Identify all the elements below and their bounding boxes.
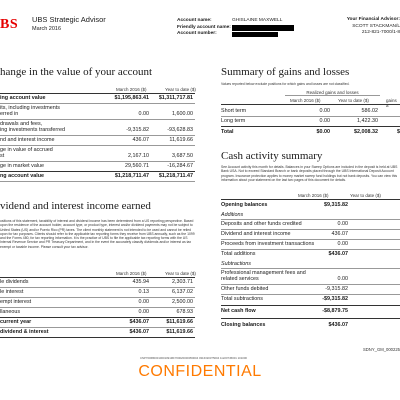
- table-rule: [221, 104, 400, 105]
- col-head-ytd: Year to date ($): [165, 271, 196, 276]
- table-row: Long term 0.00 1,422.30: [221, 118, 378, 124]
- table-row: Total subtractions -$9,315.82: [221, 296, 348, 302]
- table-row: current year $436.07 $11,619.66: [0, 319, 193, 325]
- table-rule: [221, 199, 400, 200]
- table-rule: [0, 277, 195, 278]
- table-rule: [0, 171, 195, 172]
- table-rule: [0, 103, 195, 104]
- table-row: Proceeds from investment transactions 0.00: [221, 241, 348, 247]
- table-rule: [0, 119, 195, 120]
- table-row: ge in value of accrued st 2,167.10 3,687.50: [0, 147, 193, 159]
- advisor-title: Your Financial Advisor:: [346, 17, 400, 22]
- table-row: Closing balances $436.07: [221, 322, 348, 328]
- table-rule: [221, 268, 400, 269]
- table-rule: [0, 317, 195, 318]
- table-row: Other funds debited -9,315.82: [221, 286, 348, 292]
- table-row: dividend & interest $436.07 $11,619.66: [0, 329, 193, 335]
- subsection-label: Additions: [221, 212, 244, 218]
- advisor-phone: 212-821-7000/1-8: [361, 30, 400, 35]
- statement-date: March 2016: [32, 26, 62, 32]
- table-row: Net cash flow -$8,879.75: [221, 308, 348, 314]
- financial-advisor-block: [330, 17, 400, 37]
- table-rule: [0, 161, 195, 162]
- table-rule: [0, 145, 195, 146]
- table-row: ge in market value 29,560.71 -16,284.67: [0, 163, 193, 169]
- table-row: Dividend and interest income 436.07: [221, 231, 348, 237]
- gains-losses-title: Summary of gains and losses: [221, 66, 350, 78]
- table-rule: [221, 284, 400, 285]
- table-row: Total additions $436.07: [221, 251, 348, 257]
- table-rule: [221, 116, 400, 117]
- document-barcode-text: CNP7006800010001091MF700020000050004 0316320375004 11220745001 101000: [140, 356, 247, 360]
- col-head-ytd: Year to date ($): [350, 193, 381, 198]
- table-row: Deposits and other funds credited 0.00: [221, 221, 348, 227]
- table-row: llaneous 0.00 678.93: [0, 309, 193, 315]
- account-number-label: Account number:: [177, 31, 217, 36]
- dividend-interest-title: vidend and interest income earned: [0, 200, 151, 212]
- table-row: le dividends 435.94 2,303.71: [0, 279, 193, 285]
- table-rule: [221, 229, 400, 230]
- table-row: Professional management fees and related services 0.00: [221, 270, 348, 282]
- table-rule: [221, 294, 400, 295]
- table-row: ing account value $1,195,863.41 $1,311,717.81: [0, 95, 193, 101]
- account-values: [232, 18, 294, 37]
- col-head-unrealized: gains a: [386, 98, 397, 108]
- statement-title: UBS Strategic Advisor: [32, 15, 106, 24]
- table-rule: [0, 307, 195, 308]
- tax-disclosure-paragraph: ositions of this statement, taxability of interest and dividend income has been determined from a US reporting perspective. Based upon the residence of the account holder, account type, or product type, interest and/or dividend payments may not be subject to United States (US) and/or Puerto Rico (PR) taxes. The client monthly statement is not intended to be used and cannot be relied upon for tax purposes. Clients should refer to the applicable tax reporting forms they receive from UBS annually, such as the 1099 and the Forms 480, for tax reporting information. It is the practice of UBS to file the applicable tax reporting forms with the US Internal Revenue Service and PR Treasury Department, and in the event the accurately classify dividends and/or interest as tax exempt or taxable income. Please consult your tax advisor.: [0, 219, 195, 249]
- redaction-bar: [232, 32, 278, 38]
- redaction-bar: [232, 25, 294, 31]
- gains-losses-note: Values reported below exclude positions for which gains and losses are not classified.: [221, 82, 350, 86]
- advisor-name: SCOTT STACKMAN/L: [352, 23, 400, 29]
- table-rule: [221, 249, 400, 250]
- col-head-month: March 2016 ($): [290, 98, 321, 103]
- col-head-month: March 2016 ($): [116, 271, 147, 276]
- table-row: nd and interest income 436.07 11,619.66: [0, 137, 193, 143]
- account-name-label: Account name:: [177, 18, 212, 23]
- cash-activity-paragraph: See Account activity this month for details. Balances in your Sweep Options are included in the deposit is held at UBS Bank USA. Not to exceed Standard Branch or bank deposits placed through the UBS International Deposit Account program. Insurance protection applies to money market sweep fund holdings but not bank deposits. You can view this information about your statement on the last two pages of this document for details.: [221, 165, 398, 182]
- friendly-account-name-label: Friendly account name:: [177, 24, 231, 30]
- table-rule: [0, 287, 195, 288]
- table-row: its, including investments erred in 0.00 1,600.00: [0, 105, 193, 117]
- ubs-logo: BS: [0, 17, 19, 32]
- table-rule: [0, 337, 195, 338]
- account-labels: [177, 18, 231, 38]
- table-rule: [221, 318, 400, 319]
- col-head-month: March 2016 ($): [116, 87, 147, 92]
- bates-page-id: SDNY_GM_000225: [362, 347, 400, 352]
- account-name-value: GHISLAINE MAXWELL: [232, 18, 283, 23]
- change-in-value-title: hange in the value of your account: [0, 66, 153, 78]
- table-row: Opening balances $9,315.82: [221, 202, 348, 208]
- table-rule: [0, 93, 195, 94]
- col-head-ytd: Year to date ($): [165, 87, 196, 92]
- table-row: drawals and fees, ing investments transferred -9,315.82 -93,628.83: [0, 121, 193, 133]
- confidential-stamp: CONFIDENTIAL: [138, 363, 262, 380]
- cash-activity-title: Cash activity summary: [221, 150, 323, 162]
- table-rule: [221, 239, 400, 240]
- table-rule: [0, 327, 195, 328]
- table-row: empt interest 0.00 2,500.00: [0, 299, 193, 305]
- col-head-ytd: Year to date ($): [338, 98, 369, 103]
- table-rule: [0, 181, 195, 182]
- table-rule: [0, 135, 195, 136]
- subsection-label: Subtractions: [221, 261, 251, 267]
- table-row: le interest 0.13 6,137.02: [0, 289, 193, 295]
- table-rule: [221, 305, 400, 306]
- table-row: Total $0.00 $2,008.32 $: [221, 129, 400, 135]
- table-rule: [0, 297, 195, 298]
- table-rule: [221, 126, 400, 127]
- realized-gains-group-head: Realized gains and losses: [285, 90, 380, 96]
- table-row: ng account value $1,218,711.47 $1,218,711.47: [0, 173, 193, 179]
- col-head-month: March 2016 ($): [298, 193, 329, 198]
- table-row: Short term 0.00 586.02: [221, 108, 378, 114]
- table-rule: [221, 219, 400, 220]
